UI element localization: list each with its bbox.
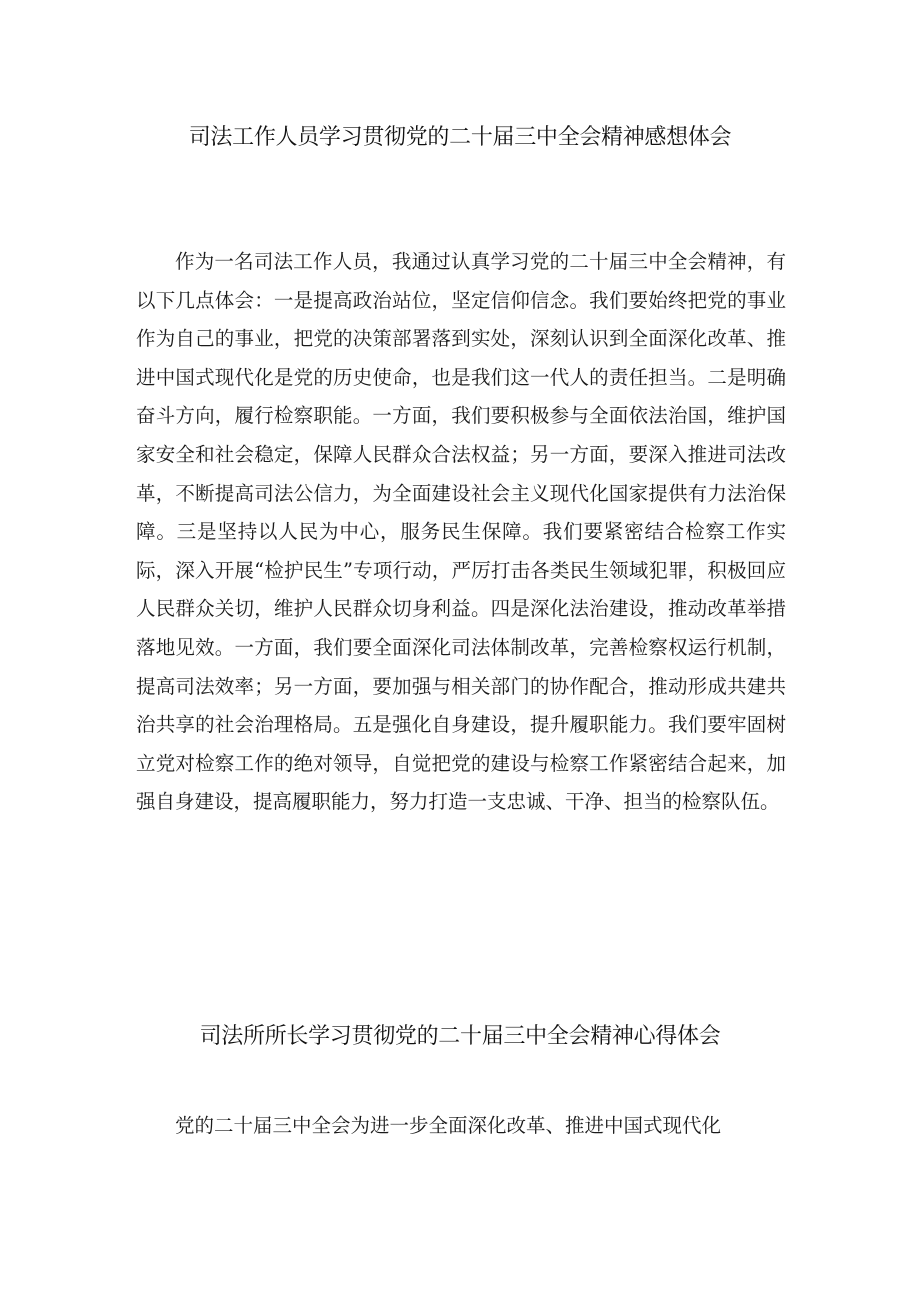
section-1-body: 作为一名司法工作人员，我通过认真学习党的二十届三中全会精神，有以下几点体会：一是提高政治站位，坚定信仰信念。我们要始终把党的事业作为自己的事业，把党的决策部署落到实处，深刻认识到全面深化改革、推进中国式现代化是党的历史使命，也是我们这一代人的责任担当。二是明确奋斗方向，履行检察职能。一方面，我们要积极参与全面依法治国，维护国家安全和社会稳定，保障人民群众合法权益；另一方面，要深入推进司法改革，不断提高司法公信力，为全面建设社会主义现代化国家提供有力法治保障。三是坚持以人民为中心，服务民生保障。我们要紧密结合检察工作实际，深入开展“检护民生”专项行动，严厉打击各类民生领域犯罪，积极回应人民群众关切，维护人民群众切身利益。四是深化法治建设，推动改革举措落地见效。一方面，我们要全面深化司法体制改革，完善检察权运行机制，提高司法效率；另一方面，要加强与相关部门的协作配合，推动形成共建共治共享的社会治理格局。五是强化自身建设，提升履职能力。我们要牢固树立党对检察工作的绝对领导，自觉把党的建设与检察工作紧密结合起来，加强自身建设，提高履职能力，努力打造一支忠诚、干净、担当的检察队伍。 xyxy=(136,250,786,814)
section-2-title: 司法所所长学习贯彻党的二十届三中全会精神心得体会 xyxy=(199,1024,721,1049)
section-2-body: 党的二十届三中全会为进一步全面深化改革、推进中国式现代化 xyxy=(175,1114,722,1137)
section-1-title: 司法工作人员学习贯彻党的二十届三中全会精神感想体会 xyxy=(188,125,732,150)
